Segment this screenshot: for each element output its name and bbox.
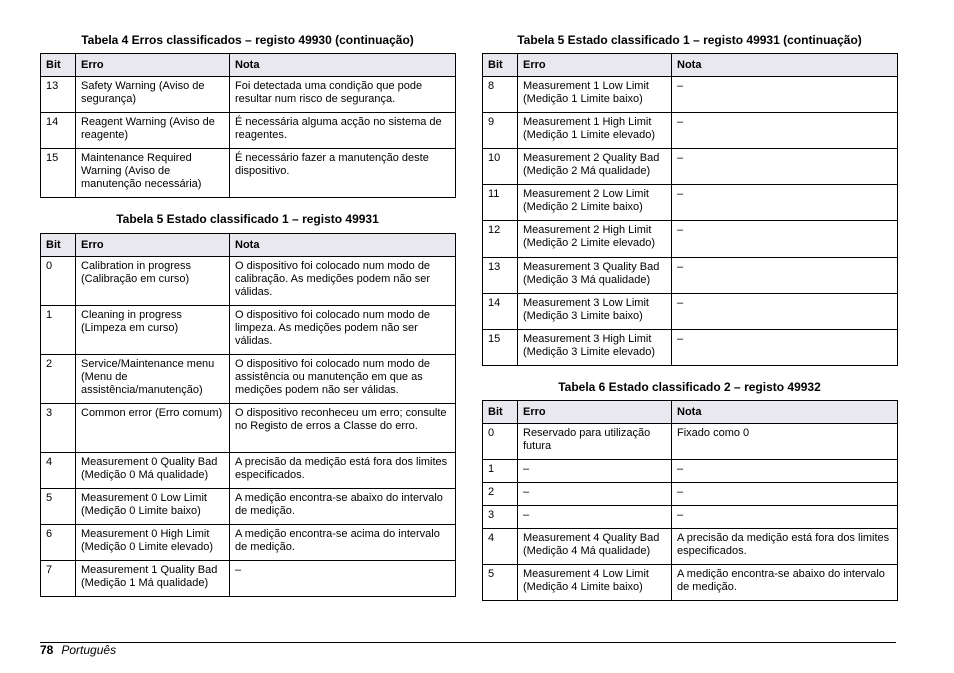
bit-cell: 2 [483, 483, 518, 506]
bit-cell: 12 [483, 221, 518, 258]
column-header: Bit [483, 401, 518, 424]
note-cell: O dispositivo foi colocado num modo de limpeza. As medições podem não ser válidas. [230, 306, 456, 355]
table-row [483, 258, 898, 294]
bit-cell: 14 [483, 294, 518, 330]
table-row [483, 529, 898, 565]
table-row [41, 77, 456, 113]
error-cell: Measurement 0 Quality Bad (Medição 0 Má qualidade) [76, 453, 230, 489]
bit-cell: 3 [483, 506, 518, 529]
note-cell: – [672, 221, 898, 258]
column-header: Bit [483, 54, 518, 77]
table-6 [482, 400, 898, 601]
error-cell: Measurement 3 High Limit (Medição 3 Limite elevado) [518, 330, 672, 366]
bit-cell: 5 [41, 489, 76, 525]
error-cell: – [518, 483, 672, 506]
error-cell: Common error (Erro comum) [76, 404, 230, 453]
page-number: 78 [40, 643, 54, 657]
table-header-row [483, 54, 898, 77]
table-row [483, 221, 898, 258]
table-4 [40, 53, 456, 198]
bit-cell: 0 [41, 257, 76, 306]
table-row [483, 424, 898, 460]
note-cell: O dispositivo reconheceu um erro; consulte no Registo de erros a Classe do erro. [230, 404, 456, 453]
note-cell: – [672, 483, 898, 506]
bit-cell: 8 [483, 77, 518, 113]
error-cell: Service/Maintenance menu (Menu de assistência/manutenção) [76, 355, 230, 404]
bit-cell: 7 [41, 561, 76, 597]
note-cell: – [672, 460, 898, 483]
bit-cell: 6 [41, 525, 76, 561]
error-cell: Reservado para utilização futura [518, 424, 672, 460]
error-cell: Measurement 4 Quality Bad (Medição 4 Má qualidade) [518, 529, 672, 565]
page-footer [40, 643, 116, 657]
column-header: Nota [230, 234, 456, 257]
table-4-caption: Tabela 4 Erros classificados – registo 49930 (continuação) [81, 33, 414, 47]
error-cell: Measurement 1 Quality Bad (Medição 1 Má qualidade) [76, 561, 230, 597]
error-cell: Cleaning in progress (Limpeza em curso) [76, 306, 230, 355]
note-cell: – [672, 149, 898, 185]
error-cell: – [518, 506, 672, 529]
bit-cell: 14 [41, 113, 76, 149]
bit-cell: 13 [41, 77, 76, 113]
column-header: Erro [518, 401, 672, 424]
error-cell: Safety Warning (Aviso de segurança) [76, 77, 230, 113]
table-row [41, 561, 456, 597]
table-row [41, 257, 456, 306]
bit-cell: 0 [483, 424, 518, 460]
error-cell: Reagent Warning (Aviso de reagente) [76, 113, 230, 149]
table-5 [40, 233, 456, 597]
column-header: Nota [672, 54, 898, 77]
column-header: Erro [76, 54, 230, 77]
table-row [41, 149, 456, 198]
column-header: Nota [230, 54, 456, 77]
table-row [41, 525, 456, 561]
table-5-caption: Tabela 5 Estado classificado 1 – registo 49931 [116, 212, 379, 226]
note-cell: – [672, 77, 898, 113]
table-5-continued [482, 53, 898, 366]
error-cell: Measurement 2 High Limit (Medição 2 Limite elevado) [518, 221, 672, 258]
column-header: Bit [41, 54, 76, 77]
note-cell: O dispositivo foi colocado num modo de calibração. As medições podem não ser válidas. [230, 257, 456, 306]
bit-cell: 3 [41, 404, 76, 453]
note-cell: – [230, 561, 456, 597]
table-header-row [483, 401, 898, 424]
table-row [483, 113, 898, 149]
table-row [483, 294, 898, 330]
bit-cell: 1 [41, 306, 76, 355]
note-cell: A medição encontra-se abaixo do intervalo de medição. [230, 489, 456, 525]
error-cell: Measurement 4 Low Limit (Medição 4 Limite baixo) [518, 565, 672, 601]
error-cell: Measurement 3 Low Limit (Medição 3 Limite baixo) [518, 294, 672, 330]
bit-cell: 4 [41, 453, 76, 489]
table-row [483, 565, 898, 601]
footer-language: Português [61, 643, 117, 657]
column-header: Nota [672, 401, 898, 424]
table-row [483, 506, 898, 529]
error-cell: Maintenance Required Warning (Aviso de manutenção necessária) [76, 149, 230, 198]
bit-cell: 1 [483, 460, 518, 483]
note-cell: – [672, 506, 898, 529]
table-row [483, 149, 898, 185]
error-cell: – [518, 460, 672, 483]
table-row [483, 460, 898, 483]
error-cell: Measurement 1 High Limit (Medição 1 Limite elevado) [518, 113, 672, 149]
note-cell: A precisão da medição está fora dos limites especificados. [672, 529, 898, 565]
error-cell: Measurement 2 Quality Bad (Medição 2 Má qualidade) [518, 149, 672, 185]
table-header-row [41, 234, 456, 257]
note-cell: É necessário fazer a manutenção deste dispositivo. [230, 149, 456, 198]
note-cell: – [672, 258, 898, 294]
table-row [41, 404, 456, 453]
note-cell: É necessária alguma acção no sistema de reagentes. [230, 113, 456, 149]
table-row [41, 306, 456, 355]
note-cell: O dispositivo foi colocado num modo de assistência ou manutenção em que as medições podem não ser válidas. [230, 355, 456, 404]
note-cell: – [672, 113, 898, 149]
error-cell: Measurement 3 Quality Bad (Medição 3 Má qualidade) [518, 258, 672, 294]
column-header: Erro [518, 54, 672, 77]
note-cell: Fixado como 0 [672, 424, 898, 460]
table-row [483, 185, 898, 221]
note-cell: – [672, 294, 898, 330]
table-5-cont-caption: Tabela 5 Estado classificado 1 – registo 49931 (continuação) [517, 33, 862, 47]
table-row [41, 355, 456, 404]
table-row [483, 483, 898, 506]
bit-cell: 15 [483, 330, 518, 366]
table-row [41, 453, 456, 489]
bit-cell: 13 [483, 258, 518, 294]
table-row [41, 113, 456, 149]
table-header-row [41, 54, 456, 77]
error-cell: Measurement 2 Low Limit (Medição 2 Limite baixo) [518, 185, 672, 221]
note-cell: A medição encontra-se acima do intervalo de medição. [230, 525, 456, 561]
note-cell: A medição encontra-se abaixo do intervalo de medição. [672, 565, 898, 601]
table-row [483, 77, 898, 113]
bit-cell: 4 [483, 529, 518, 565]
bit-cell: 10 [483, 149, 518, 185]
note-cell: A precisão da medição está fora dos limites especificados. [230, 453, 456, 489]
bit-cell: 11 [483, 185, 518, 221]
table-row [483, 330, 898, 366]
bit-cell: 9 [483, 113, 518, 149]
footer-rule [40, 642, 896, 643]
error-cell: Calibration in progress (Calibração em curso) [76, 257, 230, 306]
bit-cell: 15 [41, 149, 76, 198]
error-cell: Measurement 0 High Limit (Medição 0 Limite elevado) [76, 525, 230, 561]
table-row [41, 489, 456, 525]
bit-cell: 2 [41, 355, 76, 404]
column-header: Bit [41, 234, 76, 257]
note-cell: – [672, 330, 898, 366]
note-cell: Foi detectada uma condição que pode resultar num risco de segurança. [230, 77, 456, 113]
error-cell: Measurement 0 Low Limit (Medição 0 Limite baixo) [76, 489, 230, 525]
error-cell: Measurement 1 Low Limit (Medição 1 Limite baixo) [518, 77, 672, 113]
note-cell: – [672, 185, 898, 221]
table-6-caption: Tabela 6 Estado classificado 2 – registo 49932 [558, 380, 821, 394]
bit-cell: 5 [483, 565, 518, 601]
column-header: Erro [76, 234, 230, 257]
